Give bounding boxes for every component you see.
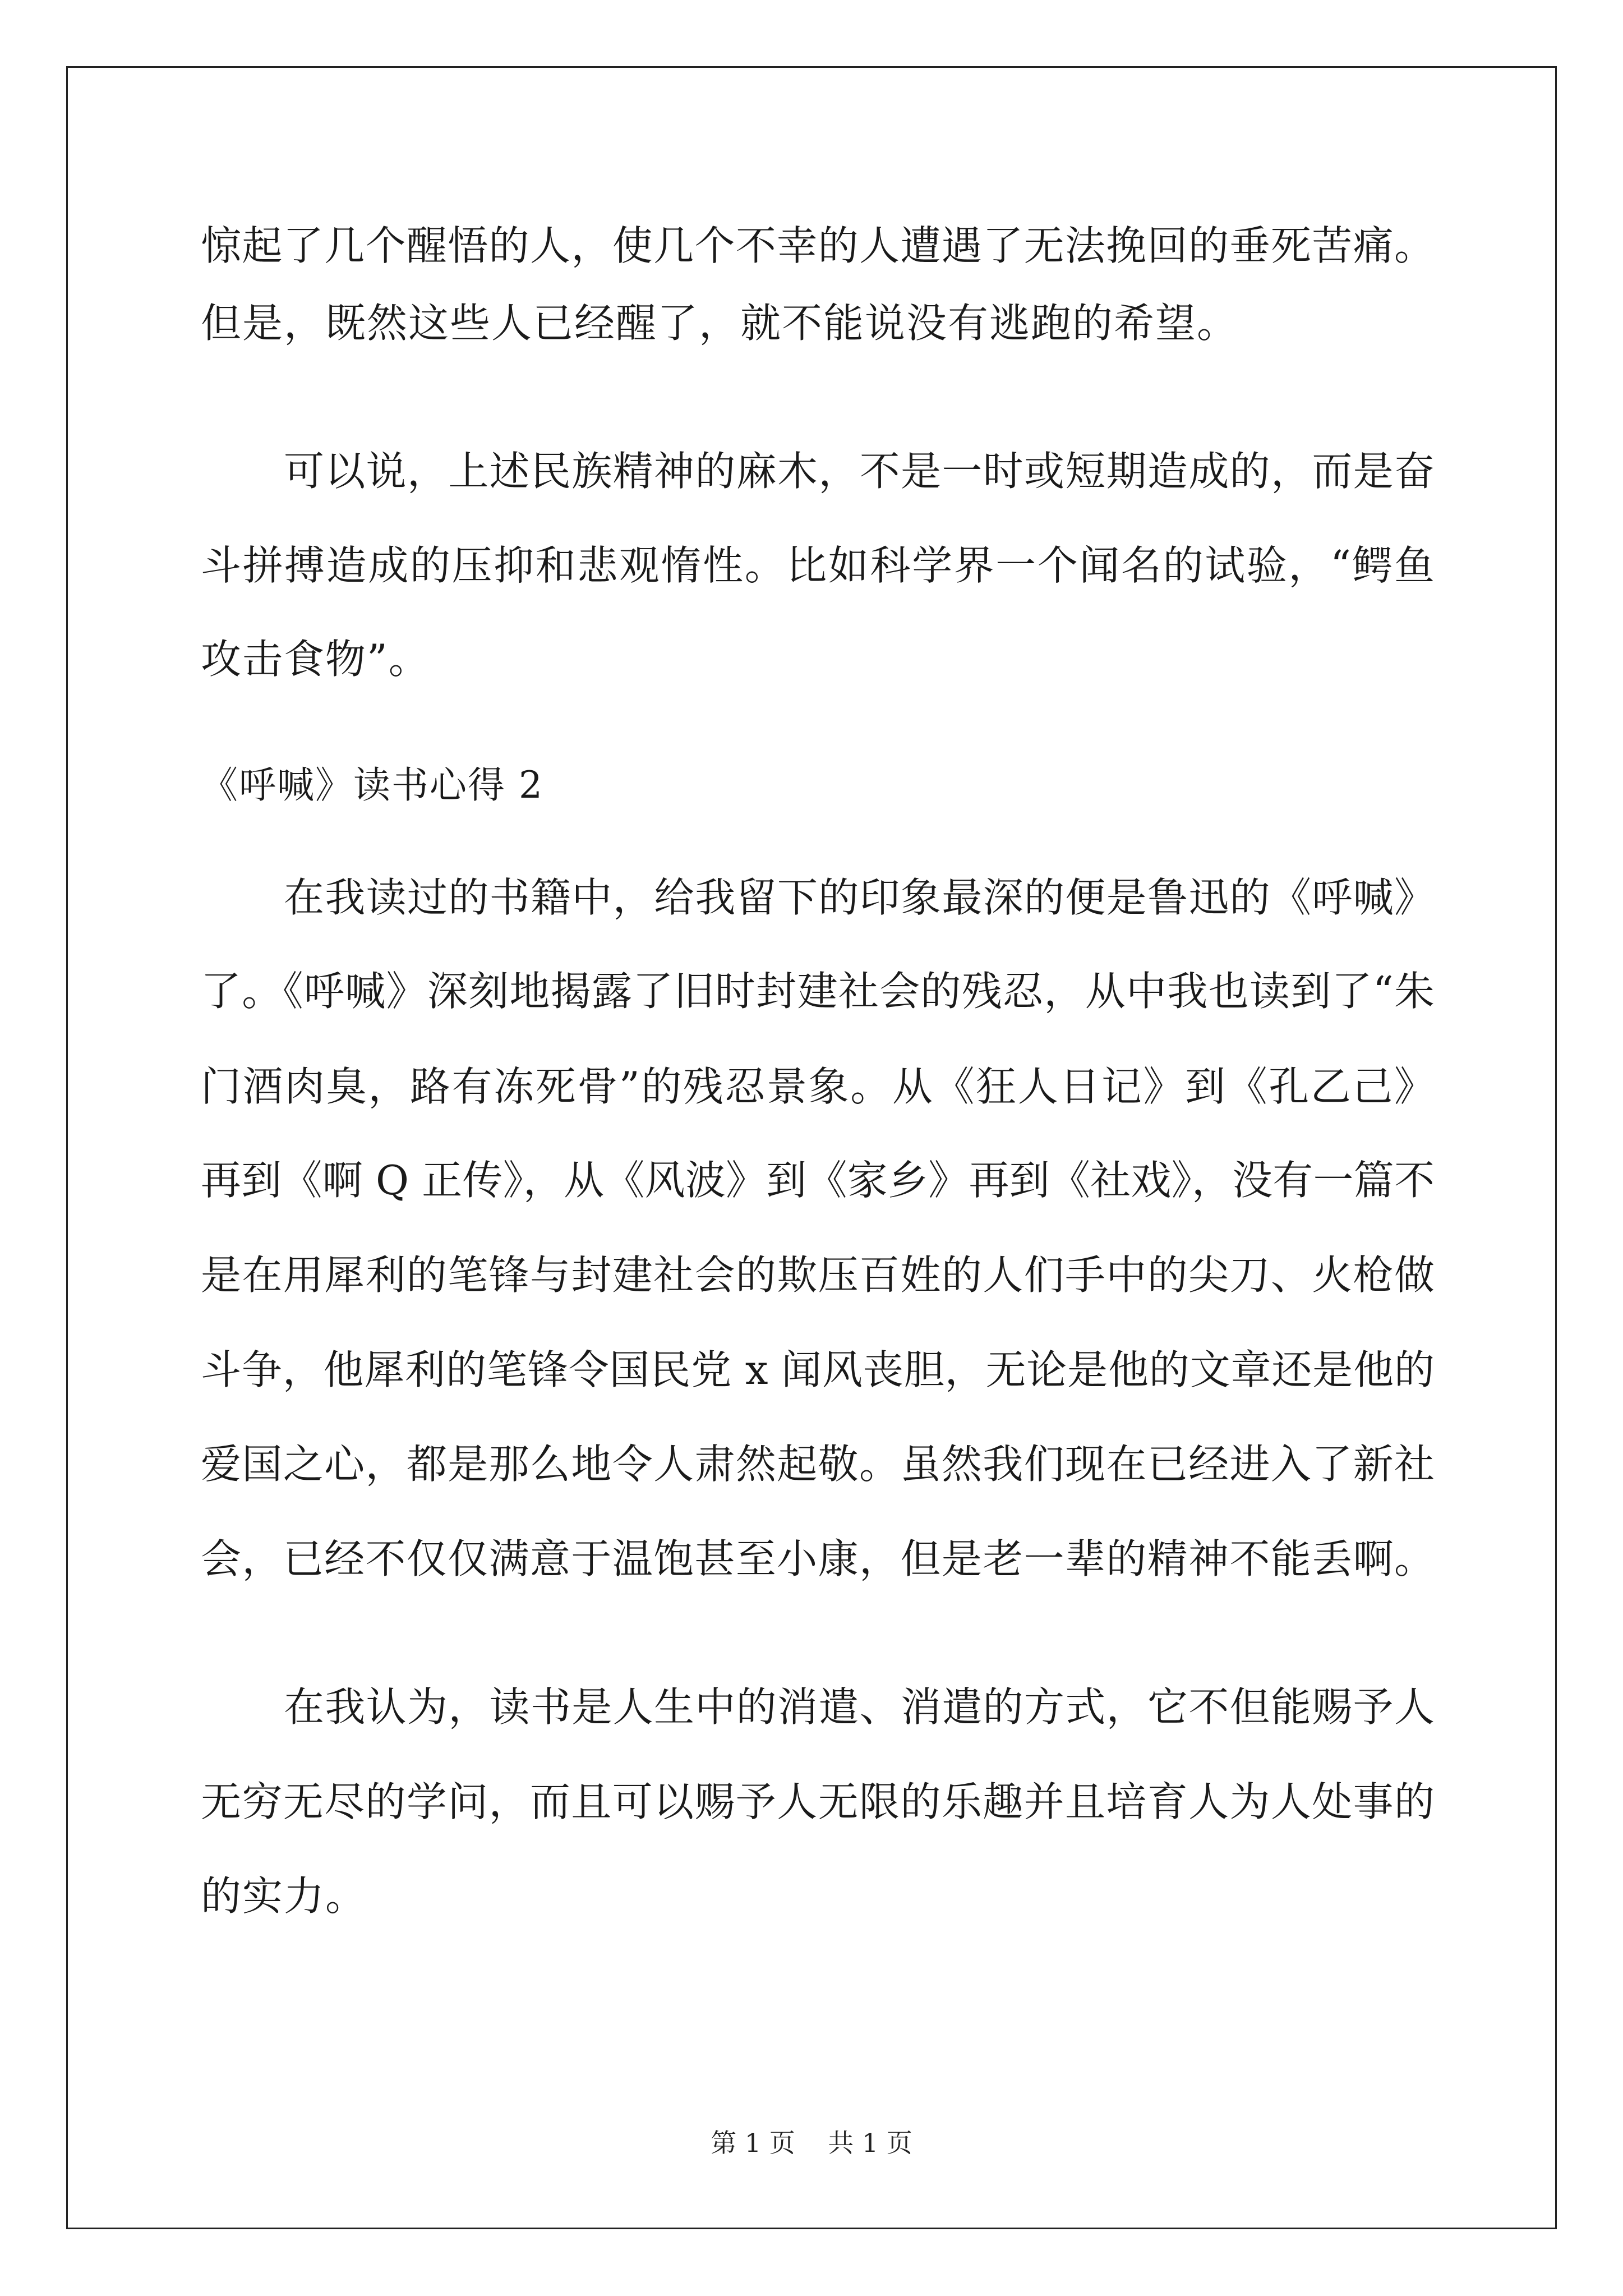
text-line: 无穷无尽的学问，而且可以赐予人无限的乐趣并且培育人为人处事的 [201,1778,1435,1825]
page-number: 第 1 页 [711,2128,795,2158]
text-line: 在我认为，读书是人生中的消遣、消遣的方式，它不但能赐予人 [284,1683,1435,1731]
text-line: 再到《啊 Q 正传》，从《风波》到《家乡》再到《社戏》，没有一篇不 [201,1157,1435,1204]
text-line: 爱国之心，都是那么地令人肃然起敬。虽然我们现在已经进入了新社 [201,1441,1435,1488]
text-line: 斗拼搏造成的压抑和悲观惰性。比如科学界一个闻名的试验，“鳄鱼 [201,542,1435,589]
text-line: 在我读过的书籍中，给我留下的印象最深的便是鲁迅的《呼喊》 [284,874,1435,921]
text-line: 会，已经不仅仅满意于温饱甚至小康，但是老一辈的精神不能丢啊。 [201,1535,1435,1582]
text-line: 惊起了几个醒悟的人，使几个不幸的人遭遇了无法挽回的垂死苦痛。 [201,222,1435,269]
page-total: 共 1 页 [828,2128,912,2158]
text-line: 攻击食物”。 [201,636,430,683]
text-line: 斗争，他犀利的笔锋令国民党 x 闻风丧胆，无论是他的文章还是他的 [201,1346,1435,1393]
page-footer [0,2126,1623,2160]
text-line: 门酒肉臭，路有冻死骨”的残忍景象。从《狂人日记》到《孔乙己》 [201,1063,1435,1110]
text-line: 了。《呼喊》深刻地揭露了旧时封建社会的残忍，从中我也读到了“朱 [201,968,1435,1015]
text-line: 可以说，上述民族精神的麻木，不是一时或短期造成的，而是奋 [284,448,1435,495]
text-line: 的实力。 [201,1872,367,1920]
section-heading: 《呼喊》读书心得 2 [201,763,543,807]
text-line: 是在用犀利的笔锋与封建社会的欺压百姓的人们手中的尖刀、火枪做 [201,1251,1435,1299]
text-line: 但是，既然这些人已经醒了，就不能说没有逃跑的希望。 [201,300,1239,347]
